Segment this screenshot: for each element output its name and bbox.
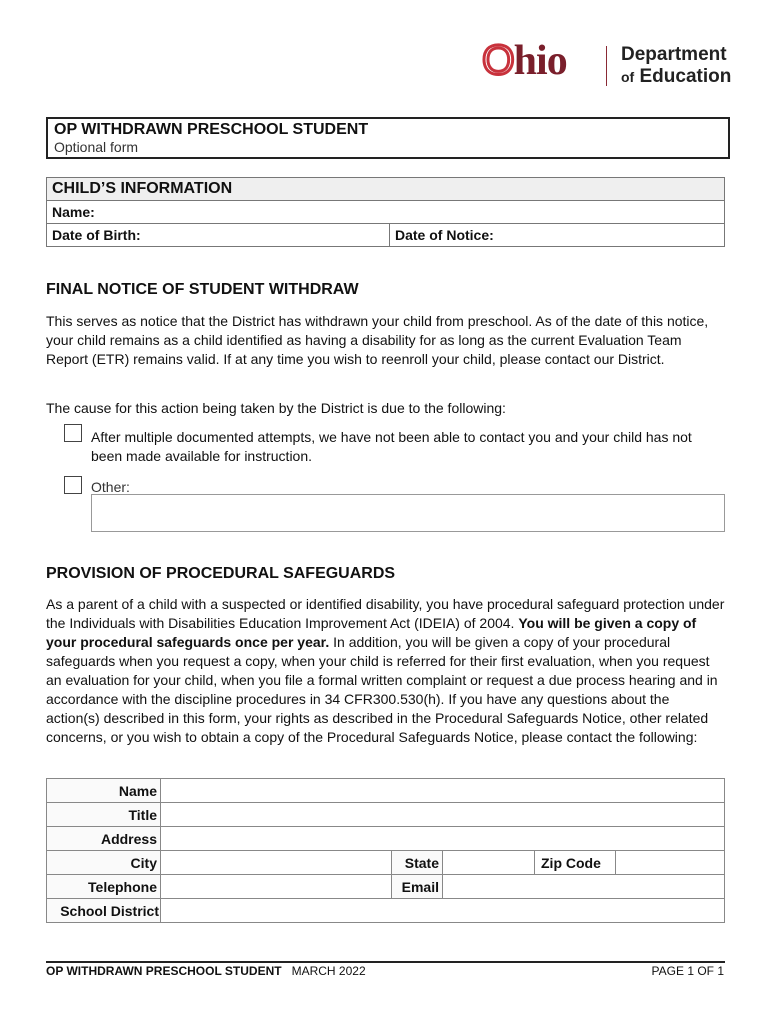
contact-district-label: School District [47, 899, 161, 923]
form-title: OP WITHDRAWN PRESCHOOL STUDENT [54, 121, 369, 138]
other-text-field[interactable] [91, 494, 725, 532]
childs-information-table [46, 177, 725, 247]
footer-page-number: PAGE 1 OF 1 [651, 964, 724, 978]
contact-title-label: Title [47, 803, 161, 827]
contact-city-field[interactable] [161, 851, 392, 875]
ohio-department-of-education-logo: Ohio Department of Education [482, 36, 732, 87]
safeguards-paragraph: As a parent of a child with a suspected or identified disability, you have procedural safeguard protection under the Individuals with Disabilities Education Improvement Act (IDEIA) of 2004. You will be given a copy of your procedural safeguards once per year. In addition, you will be given a copy of your procedural safeguards when you request a copy, when your child is referred for their first evaluation, when you request an evaluation for your child, when you file a formal written complaint or request a due process hearing and in accordance with the discipline procedures in 34 CFR300.530(h). If you have any questions about the action(s) described in this form, your rights as described in the Procedural Safeguards Notice, other related concerns, or you wish to obtain a copy of the Procedural Safeguards Notice, please contact the following: [46, 596, 725, 745]
child-name-field[interactable]: Name: [47, 201, 725, 224]
footer-divider [46, 961, 725, 963]
footer-form-info: OP WITHDRAWN PRESCHOOL STUDENT MARCH 2022 [46, 964, 366, 978]
safeguards-heading: PROVISION OF PROCEDURAL SAFEGUARDS [46, 565, 396, 582]
contact-state-label: State [392, 851, 443, 875]
contact-email-field[interactable] [443, 875, 725, 899]
contact-district-field[interactable] [161, 899, 725, 923]
final-notice-paragraph: This serves as notice that the District has withdrawn your child from preschool. As of the date of this notice, your child remains as a child identified as having a disability for as long as the current Evaluation Team Report (ETR) remains valid. If at any time you wish to reenroll your child, please contact our District. [46, 313, 709, 367]
final-notice-heading: FINAL NOTICE OF STUDENT WITHDRAW [46, 281, 359, 298]
form-title-box [46, 117, 730, 159]
date-of-birth-field[interactable]: Date of Birth: [47, 224, 390, 247]
contact-table [46, 778, 725, 923]
contact-email-label: Email [392, 875, 443, 899]
other-label: Other: [91, 479, 130, 495]
option1-checkbox[interactable] [64, 424, 82, 442]
contact-address-field[interactable] [161, 827, 725, 851]
contact-telephone-label: Telephone [47, 875, 161, 899]
contact-address-label: Address [47, 827, 161, 851]
option1-label: After multiple documented attempts, we have not been able to contact you and your child has not been made available for instruction. [91, 429, 692, 464]
cause-intro: The cause for this action being taken by the District is due to the following: [46, 400, 506, 416]
contact-city-label: City [47, 851, 161, 875]
contact-name-label: Name [47, 779, 161, 803]
form-subtitle: Optional form [54, 139, 139, 155]
childs-information-heading: CHILD’S INFORMATION [47, 178, 725, 201]
contact-zip-field[interactable] [616, 851, 725, 875]
contact-title-field[interactable] [161, 803, 725, 827]
other-checkbox[interactable] [64, 476, 82, 494]
contact-name-field[interactable] [161, 779, 725, 803]
logo-divider [606, 46, 607, 86]
contact-telephone-field[interactable] [161, 875, 392, 899]
contact-state-field[interactable] [443, 851, 535, 875]
date-of-notice-field[interactable]: Date of Notice: [390, 224, 725, 247]
contact-zip-label: Zip Code [535, 851, 616, 875]
